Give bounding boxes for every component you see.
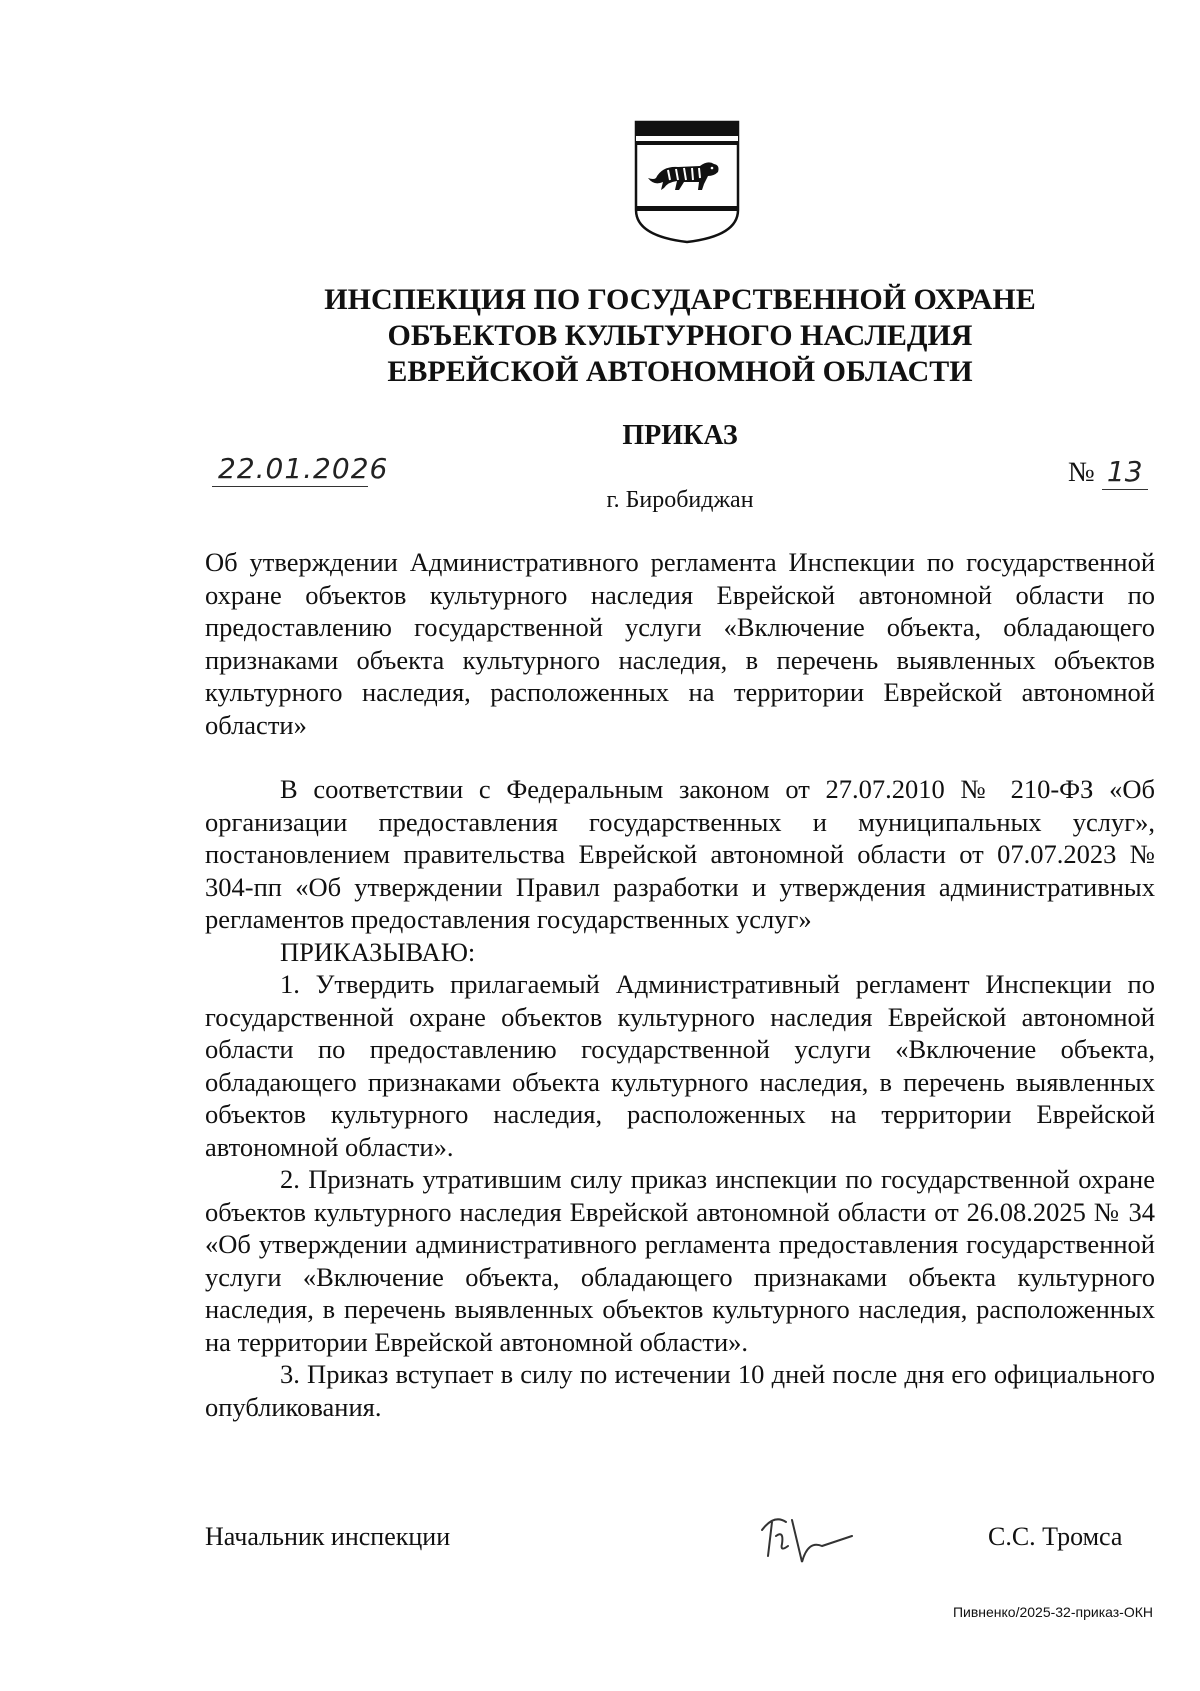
order-subject: Об утверждении Административного регламента Инспекции по государственной охране объектов культурного наследия Еврейской автономной области по предоставлению государственной услуги «Включение объекта, обладающего признаками объекта культурного наследия, в перечень выявленных объектов культурного наследия, расположенных на территории Еврейской автономной области» xyxy=(205,547,1155,740)
signatory-title: Начальник инспекции xyxy=(205,1522,451,1551)
document-type: ПРИКАЗ xyxy=(622,420,738,451)
document-reference: Пивненко/2025-32-приказ-ОКН xyxy=(952,1604,1153,1620)
order-item-3: 3. Приказ вступает в силу по истечении 10 дней после дня его официального опубликования. xyxy=(205,1359,1155,1422)
organization-name xyxy=(205,282,1155,390)
number-label: № xyxy=(1068,457,1095,488)
org-line-3: ЕВРЕЙСКОЙ АВТОНОМНОЙ ОБЛАСТИ xyxy=(387,355,973,388)
document-date: 22.01.2026 xyxy=(212,452,368,487)
org-line-2: ОБЪЕКТОВ КУЛЬТУРНОГО НАСЛЕДИЯ xyxy=(387,319,973,352)
document-number xyxy=(1068,455,1148,490)
signature-icon xyxy=(752,1500,862,1580)
city: г. Биробиджан xyxy=(606,487,754,513)
signatory-name: С.С. Тромса xyxy=(988,1522,1123,1551)
order-item-2: 2. Признать утратившим силу приказ инспекции по государственной охране объектов культурного наследия Еврейской автономной области от 26.08.2025 № 34 «Об утверждении административного регламента предоставления государственной услуги «Включение объекта, обладающего признаками объекта культурного наследия, в перечень выявленных объектов культурного наследия, расположенных на территории Еврейской автономной области». xyxy=(205,1164,1155,1357)
org-line-1: ИНСПЕКЦИЯ ПО ГОСУДАРСТВЕННОЙ ОХРАНЕ xyxy=(324,283,1036,316)
order-body xyxy=(205,773,1155,1423)
order-item-1: 1. Утвердить прилагаемый Административный регламент Инспекции по государственной охране объектов культурного наследия Еврейской автономной области по предоставлению государственной услуги «Включение объекта, обладающего признаками объекта культурного наследия, в перечень выявленных объектов культурного наследия, расположенных на территории Еврейской автономной области». xyxy=(205,969,1155,1162)
order-word: ПРИКАЗЫВАЮ: xyxy=(280,936,476,967)
coat-of-arms-icon xyxy=(632,118,742,246)
preamble: В соответствии с Федеральным законом от 27.07.2010 № 210-ФЗ «Об организации предоставления государственных и муниципальных услуг», постановлением правительства Еврейской автономной области от 07.07.2023 № 304-пп «Об утверждении Правил разработки и утверждения административных регламентов предоставления государственных услуг» xyxy=(205,774,1155,934)
number-value: 13 xyxy=(1102,455,1148,490)
